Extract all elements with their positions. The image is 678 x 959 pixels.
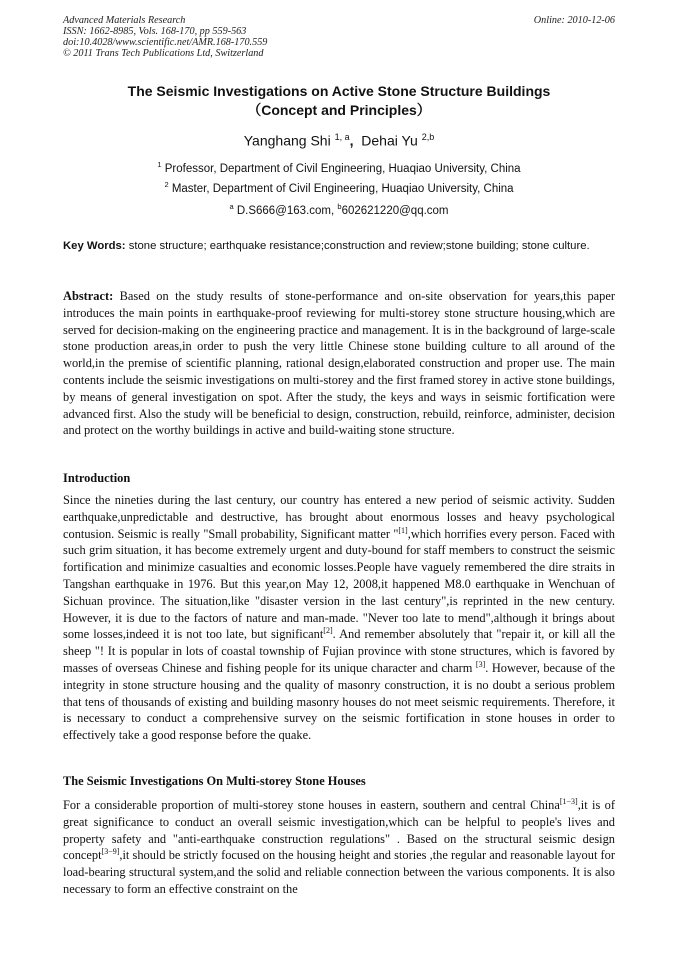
online-date: Online: 2010-12-06 bbox=[533, 15, 615, 26]
author-1-name: Yanghang Shi bbox=[243, 132, 331, 149]
keywords-text: stone structure; earthquake resistance;construction and review;stone building; stone culture. bbox=[128, 240, 590, 252]
author-2-affiliation-mark: 2,b bbox=[421, 132, 435, 142]
citation-1: [1] bbox=[398, 525, 408, 535]
paper-title bbox=[40, 82, 638, 120]
affiliation-1-text: Professor, Department of Civil Engineering, Huaqiao University, China bbox=[164, 162, 521, 175]
intro-text-2: ,which horrifies every person. Faced with such grim situation, it has become extremely urgent and duty-bound for staff members to construct the seismic fortification and minimize casualties and economic losses.People have vaguely remembered the dire straits in Tangshan earthquake in 1976. But this year,on May 12, 2008,it happened M8.0 earthquake in Wenchuan of Sichuan province. The situation,like "disaster version in the last century",is reprinted in the new century. However, it is due to the factors of nature and man-made. "Never too late to mend",although it brings about some losses,indeed it is not too late, but significant bbox=[63, 526, 616, 642]
author-line bbox=[0, 132, 678, 149]
author-separator: , bbox=[349, 132, 354, 149]
intro-text-1: Since the nineties during the last century, our country has entered a new period of seismic activity. Sudden earthquake,unpredictable and destructive, has brought about enormous losses and heavy psychological contusion. Seismic is really "Small probability, Significant matter " bbox=[63, 493, 615, 541]
author-1-affiliation-mark: 1, a bbox=[334, 132, 350, 142]
citation-1-3: [1−3] bbox=[559, 796, 578, 806]
intro-text-3: . And remember absolutely that "repair it, or kill all the sheep "! It is popular in lots of coastal township of Fujian province with stone structures, which is favored by masses of overseas Chinese and fishing people for its unique character and charm bbox=[63, 627, 615, 675]
journal-name: Advanced Materials Research bbox=[63, 15, 186, 26]
intro-text-4: . However, because of the integrity in stone structure housing and the quality of masonry construction, it is no doubt a serious problem that tens of thousands of existing and building masonry houses do not meet seismic requirements. Therefore, it is necessary to conduct a comprehensive survey on the seismic fortification in stone houses in order to effectively take a good response before the quake. bbox=[63, 660, 615, 743]
author-2-name: Dehai Yu bbox=[361, 132, 418, 149]
abstract-text: Based on the study results of stone-performance and on-site observation for years,this paper introduces the main points in earthquake-proof reviewing for multi-storey stone structure housing,which are served for decision-making on the engineering practice and management. It is in the background of large-scale stone production areas,in order to push the very little Chinese stone building culture to all around of the world,in the premise of scientific planning, rational design,elaborated construction and proper use. The main contents include the seismic investigations on multi-storey and the first framed storey in active stone buildings, by means of general investigation on spot. After the study, the keys and ways in seismic fortification were advanced first. Also the study will be beneficial to design, construction, rebuild, reinforce, administer, decision and protect on the worthy buildings in active and build-waiting stone structure. bbox=[63, 289, 615, 438]
affiliation-1 bbox=[0, 160, 678, 175]
email-a[interactable]: D.S666@163.com, bbox=[236, 204, 335, 217]
affiliation-2-text: Master, Department of Civil Engineering, Huaqiao University, China bbox=[171, 182, 514, 195]
email-a-mark: a bbox=[229, 202, 234, 211]
abstract-label: Abstract: bbox=[63, 289, 114, 303]
affiliation-1-mark: 1 bbox=[157, 160, 162, 169]
issn-line: ISSN: 1662-8985, Vols. 168-170, pp 559-563 bbox=[63, 26, 247, 37]
email-line bbox=[0, 202, 678, 217]
email-b-mark: b bbox=[337, 202, 342, 211]
citation-3-9: [3−9] bbox=[101, 847, 120, 857]
keywords-label: Key Words: bbox=[63, 240, 126, 252]
abstract bbox=[63, 288, 615, 439]
citation-3: [3] bbox=[475, 659, 486, 669]
doi-line: doi:10.4028/www.scientific.net/AMR.168-170.559 bbox=[63, 37, 268, 48]
title-line-1: The Seismic Investigations on Active Stone Structure Buildings bbox=[127, 83, 551, 99]
section-2-heading: The Seismic Investigations On Multi-storey Stone Houses bbox=[63, 774, 366, 788]
introduction-heading: Introduction bbox=[63, 471, 131, 485]
copyright-line: © 2011 Trans Tech Publications Ltd, Switzerland bbox=[63, 48, 264, 59]
introduction-paragraph bbox=[63, 492, 615, 744]
section-2-text-1: For a considerable proportion of multi-storey stone houses in eastern, southern and central China bbox=[63, 798, 560, 812]
affiliation-2-mark: 2 bbox=[164, 180, 169, 189]
section-2-text-3: ,it should be strictly focused on the housing height and stories ,the regular and reasonable layout for load-bearing structural system,and the solid and reliable connection between the various components. It is also necessary to form an effective constraint on the bbox=[63, 848, 615, 896]
citation-2: [2] bbox=[323, 626, 333, 636]
section-2-paragraph bbox=[63, 797, 615, 898]
journal-header bbox=[63, 15, 615, 59]
section-2-text-2: ,it is of great significance to conduct an overall seismic investigation,which can be helpful to people's lives and property safety and "anti-earthquake construction regulations" . Based on the structural seismic design concept bbox=[63, 798, 615, 863]
keywords bbox=[63, 238, 615, 254]
email-b[interactable]: 602621220@qq.com bbox=[341, 204, 449, 217]
title-line-2: （Concept and Principles） bbox=[247, 102, 431, 118]
affiliation-2 bbox=[0, 180, 678, 195]
